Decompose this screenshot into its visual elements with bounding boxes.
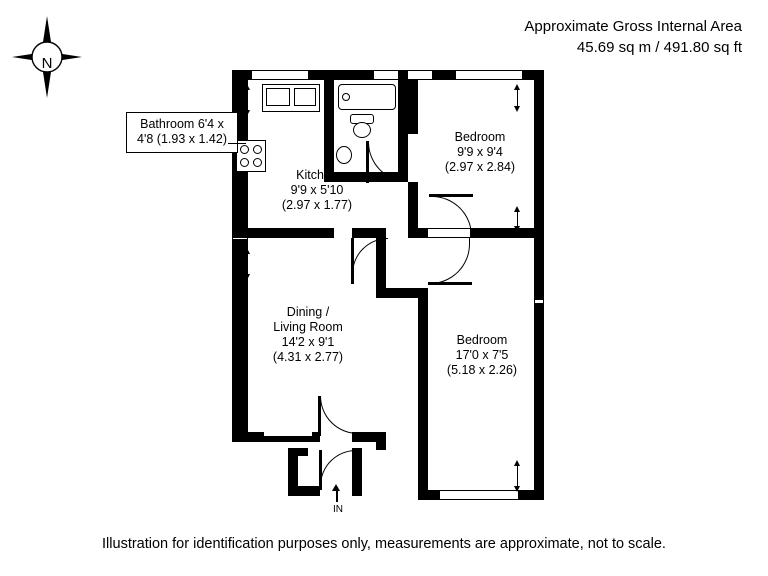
compass-north-icon <box>8 12 86 102</box>
door-arc-entrance <box>320 450 356 488</box>
wall-living-bottom-left <box>232 432 264 442</box>
wall-porch-bottom-left <box>288 486 320 496</box>
wall-kitchen-bottom <box>232 228 334 238</box>
window-top-bedroom1-b <box>456 71 522 79</box>
kitchen-label <box>242 168 392 213</box>
door-leaf-entrance <box>319 450 322 490</box>
wall-bedroom2-left <box>418 288 428 500</box>
bath-tap <box>342 93 350 101</box>
window-living-bottom <box>264 436 314 442</box>
area-title-line1: Approximate Gross Internal Area <box>524 18 742 35</box>
bedroom2-dim-imperial: 17'0 x 7'5 <box>455 348 509 362</box>
dining-living-dim-imperial: 14'2 x 9'1 <box>281 335 335 349</box>
dining-living-label <box>232 305 384 365</box>
dim-arrow-right-3b <box>514 486 520 492</box>
bathroom-dim-imperial: 6'4 x 4'8 <box>137 117 224 146</box>
bedroom2-name: Bedroom <box>456 333 508 347</box>
entrance-arrow-shaft <box>336 488 338 502</box>
door-leaf-bedroom1 <box>429 194 473 197</box>
wall-break-right <box>535 300 543 303</box>
wash-basin <box>336 146 352 164</box>
callout-leader-line <box>228 143 246 144</box>
dim-arrow-right-1b <box>514 106 520 112</box>
door-arc-bedroom1 <box>430 196 472 238</box>
wall-bedroom1-left-lower <box>408 182 418 238</box>
wc-pan <box>353 122 371 138</box>
dim-line-right-3 <box>517 464 518 488</box>
kitchen-hob-ring-3 <box>240 158 249 167</box>
door-arc-living <box>352 238 388 282</box>
dining-living-name-line1: Dining / <box>286 305 330 319</box>
dining-living-dim-metric: (4.31 x 2.77) <box>272 350 344 364</box>
bedroom1-name: Bedroom <box>454 130 506 144</box>
bedroom1-label <box>406 130 554 175</box>
dim-arrow-left-2b <box>244 274 250 280</box>
kitchen-drainer <box>294 88 316 106</box>
dim-line-left-2 <box>247 252 248 276</box>
kitchen-dim-imperial: 9'9 x 5'10 <box>290 183 344 197</box>
bedroom1-dim-imperial: 9'9 x 9'4 <box>457 145 503 159</box>
wall-bedroom1-left-upper <box>408 80 418 134</box>
door-arc-bedroom2 <box>428 238 470 284</box>
wall-porch-right <box>376 432 386 450</box>
bedroom1-dim-metric: (2.97 x 2.84) <box>444 160 516 174</box>
dim-line-left-1 <box>247 88 248 112</box>
door-arc-living-porch <box>320 396 360 434</box>
kitchen-hob-ring-1 <box>240 145 249 154</box>
bedroom2-label <box>408 333 556 378</box>
gross-internal-area-title <box>524 16 742 58</box>
disclaimer-note: Illustration for identification purposes only, measurements are approximate, not to scale. <box>102 536 666 552</box>
area-title-line2: 45.69 sq m / 491.80 sq ft <box>576 39 742 56</box>
wall-porch-top-left <box>288 448 308 456</box>
kitchen-name: Kitchen <box>296 168 338 182</box>
window-bedroom2-bottom <box>440 491 518 499</box>
dim-line-right-1 <box>517 88 518 108</box>
window-top-kitchen <box>252 71 308 79</box>
bedroom2-dim-metric: (5.18 x 2.26) <box>446 363 518 377</box>
kitchen-hob-ring-4 <box>253 158 262 167</box>
kitchen-sink-basin <box>266 88 290 106</box>
dim-arrow-left-1b <box>244 110 250 116</box>
kitchen-dim-metric: (2.97 x 1.77) <box>281 198 353 212</box>
bathroom-callout <box>126 112 238 153</box>
dining-living-name-line2: Living Room <box>273 320 343 334</box>
entrance-label: IN <box>333 504 343 515</box>
dim-arrow-right-2b <box>514 226 520 232</box>
wall-hall-bottom-left <box>352 228 386 238</box>
compass-north-letter: N <box>41 55 53 72</box>
door-leaf-living <box>351 238 354 284</box>
door-leaf-living-porch <box>318 396 321 436</box>
bathroom-name: Bathroom <box>140 117 195 131</box>
wall-kitchen-bathroom <box>324 70 334 182</box>
door-leaf-bedroom2 <box>428 282 472 285</box>
kitchen-hob-ring-2 <box>253 145 262 154</box>
bathroom-dim-metric: (1.93 x 1.42) <box>156 132 227 146</box>
